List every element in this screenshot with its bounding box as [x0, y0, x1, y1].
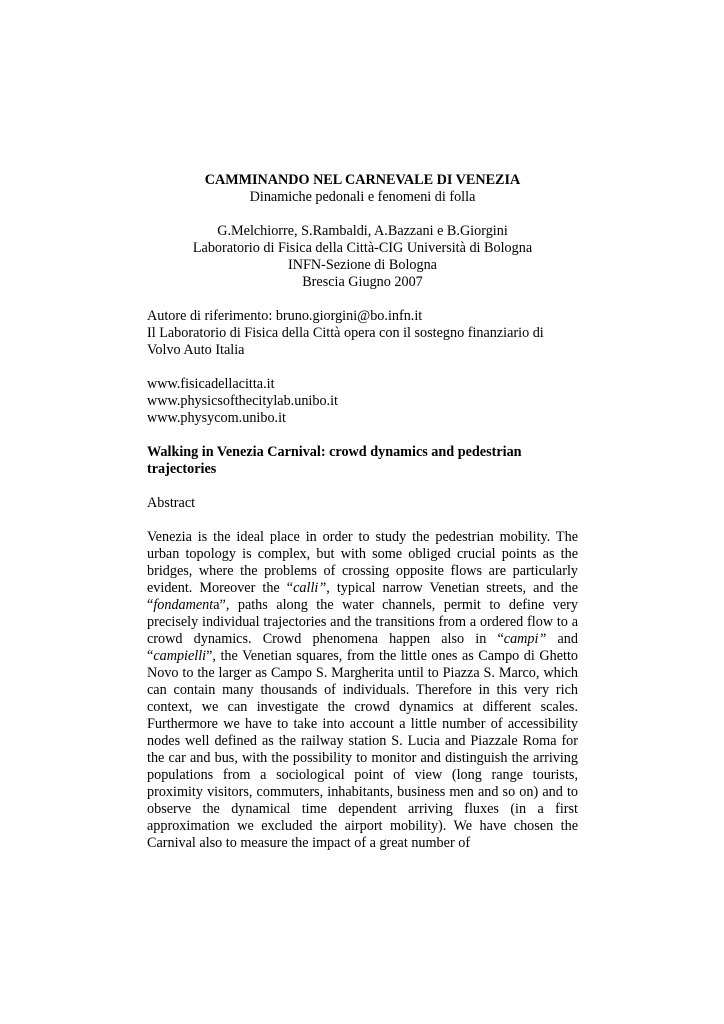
abstract-heading: Abstract [147, 495, 196, 511]
place-date: Brescia Giugno 2007 [302, 274, 423, 290]
document-title: CAMMINANDO NEL CARNEVALE DI VENEZIA [204, 172, 521, 188]
spacer [147, 206, 578, 223]
infn-affiliation: INFN-Sezione di Bologna [288, 257, 437, 273]
abstract-text-segment: and “ [147, 631, 578, 664]
spacer [147, 359, 578, 376]
website-links [147, 376, 578, 427]
english-title: Walking in Venezia Carnival: crowd dynamics and pedestrian trajectories [147, 444, 522, 477]
abstract-text-segment: a”, paths along the water channels, permit to define very precisely individual trajectories and the transitions from a ordered flow to a crowd dynamics. Crowd phenomena happen also in “ [147, 597, 578, 647]
author-list: G.Melchiorre, S.Rambaldi, A.Bazzani e B.Giorgini [217, 223, 508, 239]
spacer [147, 427, 578, 444]
abstract-term-campi: campi” [503, 631, 547, 647]
abstract-term-calli: calli” [293, 580, 327, 596]
abstract-text-segment: Venezia is the ideal place in order to study the pedestrian mobility. The urban topology is complex, but with some obliged crucial points as the bridges, where the problems of crossing opposite flows are particularly evident. Moreover the “ [147, 529, 578, 596]
reference-author: Autore di riferimento: bruno.giorgini@bo.infn.it [147, 308, 423, 324]
abstract-body [147, 529, 578, 852]
website-link[interactable]: www.fisicadellacitta.it [147, 376, 275, 392]
document-subtitle: Dinamiche pedonali e fenomeni di folla [249, 189, 476, 205]
spacer [147, 512, 578, 529]
abstract-text-segment: ”, the Venetian squares, from the little ones as Campo di Ghetto Novo to the larger as Campo S. Margherita until to Piazza S. Marco, which can contain many thousands of individuals. Therefore in this very rich context, we can investigate the crowd dynamics at different scales. Furthermore we have to take into account a little number of accessibility nodes well defined as the railway station S. Lucia and Piazzale Roma for the car and bus, with the possibility to monitor and distinguish the arriving populations from a sociological point of view (long range tourists, proximity visitors, commuters, inhabitants, business men and so on) and to observe the dynamical time dependent arriving fluxes (in a first approximation we excluded the airport mobility). We have chosen the Carnival also to measure the impact of a great number of [147, 648, 578, 851]
spacer [147, 478, 578, 495]
document-page [147, 172, 578, 852]
funding-note: Il Laboratorio di Fisica della Città opera con il sostegno finanziario di Volvo Auto Italia [147, 325, 544, 358]
abstract-term-campielli: campielli [153, 648, 207, 664]
website-link[interactable]: www.physycom.unibo.it [147, 410, 286, 426]
website-link[interactable]: www.physicsofthecitylab.unibo.it [147, 393, 338, 409]
spacer [147, 291, 578, 308]
abstract-term-fondamenta: fondament [153, 597, 214, 613]
abstract-text-segment: , typical narrow Venetian streets, and the “ [147, 580, 578, 613]
lab-affiliation: Laboratorio di Fisica della Città-CIG Università di Bologna [192, 240, 533, 256]
